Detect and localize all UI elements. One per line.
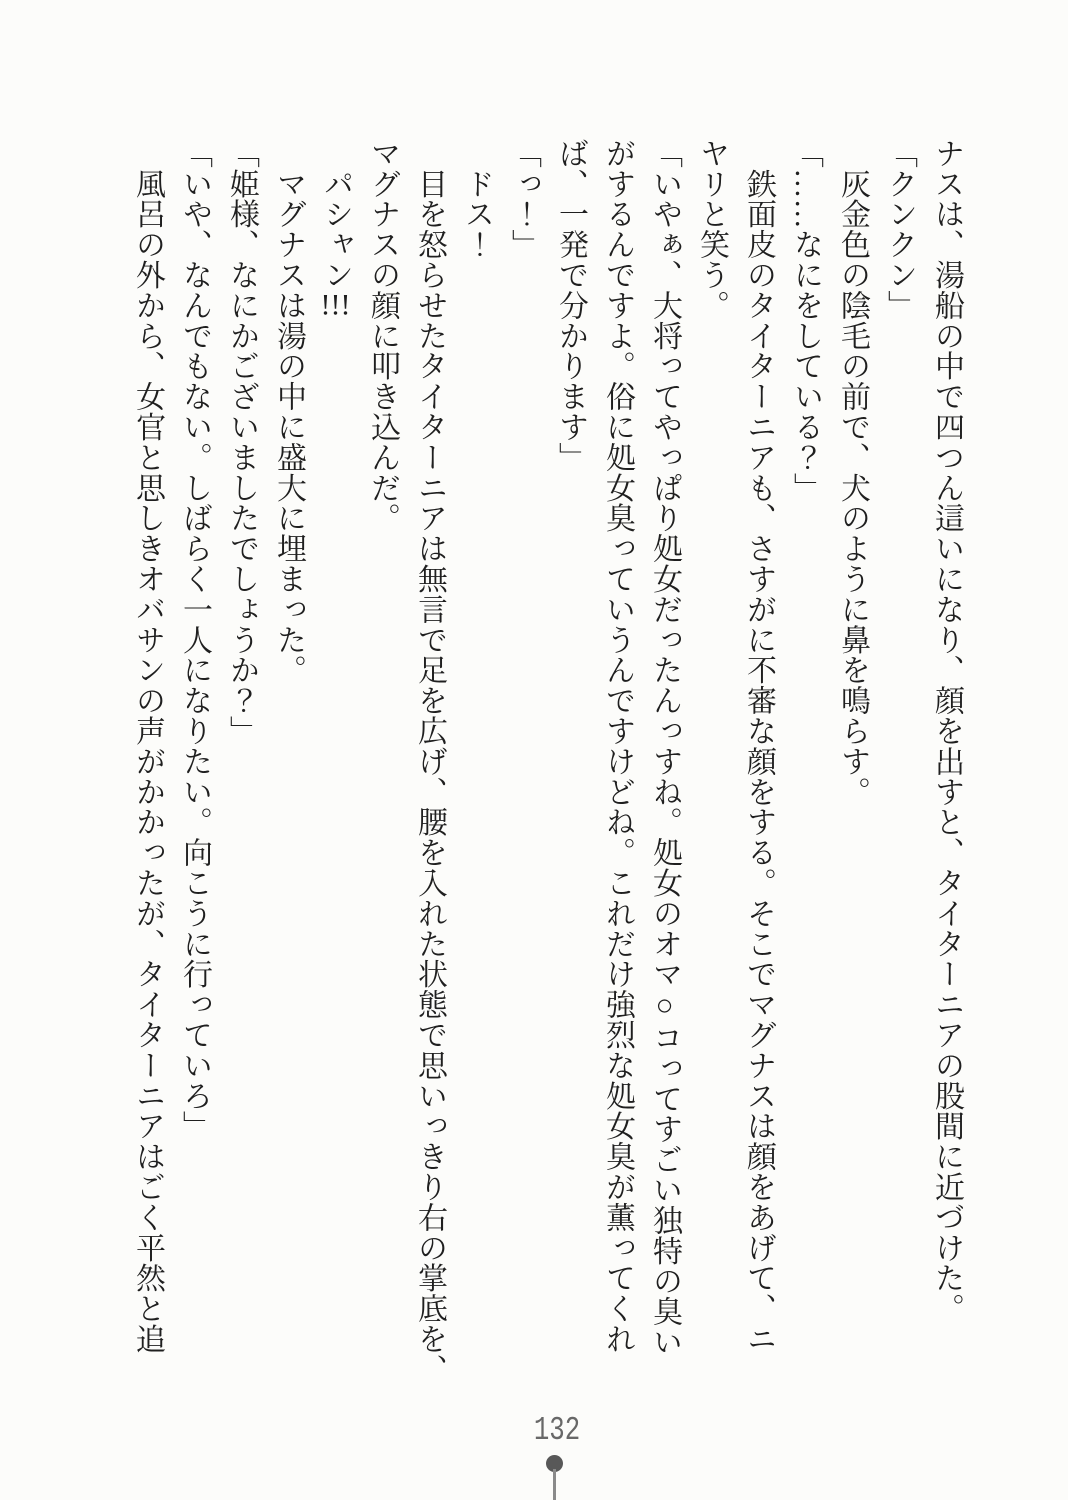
text-column: 鉄面皮のタイターニアも、さすがに不審な顔をする。そこでマグナスは顔をあげて、ニ [742, 138, 775, 1354]
text-column: マグナスの顔に叩き込んだ。 [366, 138, 399, 534]
vertical-text-block [124, 138, 970, 1398]
text-column: ナスは、湯船の中で四つん這いになり、顔を出すと、タイターニアの股間に近づけた。 [930, 138, 963, 1324]
text-column: 「……なにをしている？」 [789, 138, 822, 503]
text-column: 目を怒らせたタイターニアは無言で足を広げ、腰を入れた状態で思いっきり右の掌底を、 [413, 138, 446, 1385]
text-column: ヤリと笑う。 [695, 138, 728, 321]
exclamation-cluster: !!! [320, 290, 351, 320]
text-column: 「クンクン」 [883, 138, 916, 321]
text-column: 灰金色の陰毛の前で、犬のように鼻を鳴らす。 [836, 138, 869, 807]
text-column: がするんですよ。俗に処女臭っていうんですけどね。これだけ強烈な処女臭が薫ってくれ [601, 138, 634, 1354]
text-column: 「いやぁ、大将ってやっぱり処女だったんっすね。処女のオマ○コってすごい独特の臭い [648, 138, 681, 1357]
text-column: 「いや、なんでもない。しばらく一人になりたい。向こうに行っていろ」 [178, 138, 211, 1142]
text-column: ドス！ [460, 138, 493, 260]
bookmark-line-ornament [553, 1469, 556, 1500]
text-column: 「姫様、なにかございましたでしょうか？」 [225, 138, 258, 746]
text-column: 風呂の外から、女官と思しきオバサンの声がかかったが、タイターニアはごく平然と追 [131, 138, 164, 1354]
text-column: マグナスは湯の中に盛大に埋まった。 [272, 138, 305, 686]
text-column: 「っ！」 [507, 138, 540, 260]
page-number: 132 [533, 1412, 581, 1449]
text-segment: パシャン [319, 138, 352, 290]
text-column [312, 138, 359, 1398]
text-column: ば、一発で分かります」 [554, 138, 587, 473]
